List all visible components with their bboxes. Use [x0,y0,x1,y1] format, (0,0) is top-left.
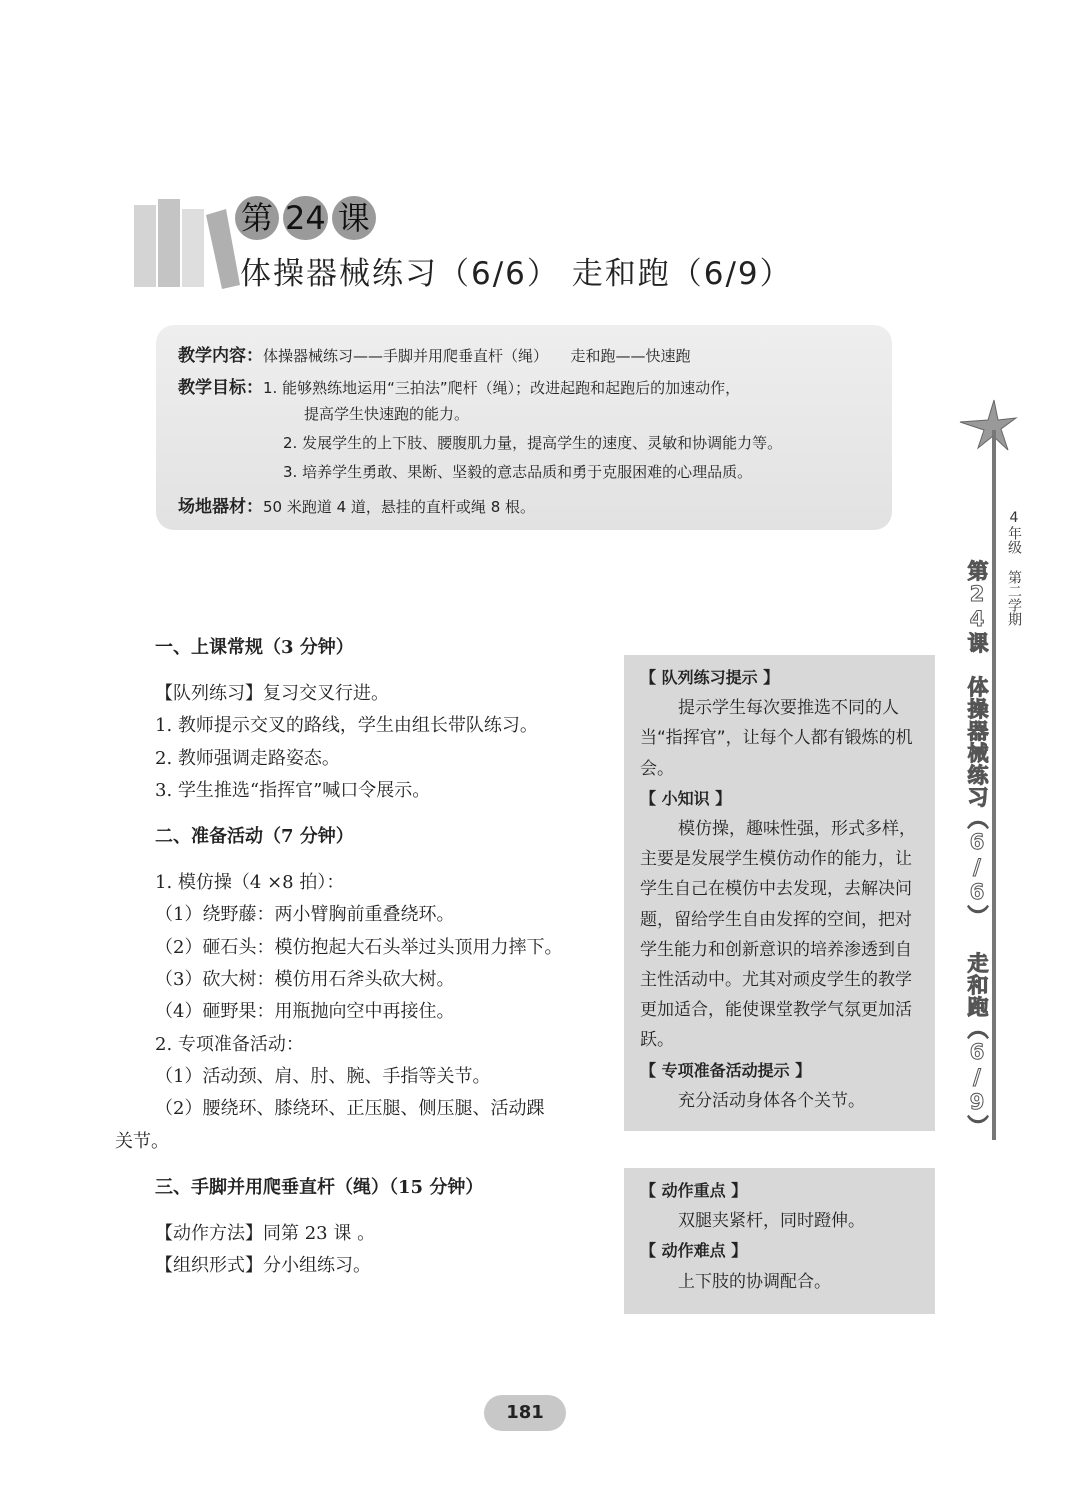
content-text: 体操器械练习——手脚并用爬垂直杆（绳） 走和跑——快速跑 [263,347,691,365]
text-line: 关节。 [115,1130,169,1152]
text-line: （1）绕野藤：两小臂胸前重叠绕环。 [155,904,455,926]
note-heading: 【 小知识 】 [640,788,732,808]
text-line: 2. 教师强调走路姿态。 [155,747,340,769]
text-line: （2）砸石头：模仿抱起大石头举过头顶用力摔下。 [155,936,563,958]
text-line: 【动作方法】同第 23 课 。 [155,1222,376,1244]
text-line: （1）活动颈、肩、肘、腕、手指等关节。 [155,1065,491,1087]
grade-label: 4年级 第二学期 [1006,510,1022,626]
text-line: 2. 专项准备活动： [155,1033,304,1055]
goal-label: 教学目标： [178,378,263,398]
goal-1: 1. 能够熟练地运用“三拍法”爬杆（绳）；改进起跑和起跑后的加速动作， [263,379,741,397]
text-line: 【队列练习】复习交叉行进。 [155,683,389,704]
section-heading: 一、上课常规（3 分钟） [155,637,354,658]
note-heading: 【 队列练习提示 】 [640,668,780,687]
margin-bar [992,430,996,1140]
page-number: 181 [484,1395,566,1431]
main-content [115,632,610,1282]
sidebar-notes-1 [624,655,935,1131]
goal-2: 2. 发展学生的上下肢、腰腹肌力量，提高学生的速度、灵敏和协调能力等。 [283,434,783,452]
text-line: 1. 教师提示交叉的路线，学生由组长带队练习。 [155,715,538,737]
text-line: 【组织形式】分小组练习。 [155,1255,371,1277]
section-heading: 三、手脚并用爬垂直杆（绳）（15 分钟） [155,1176,484,1198]
note-heading: 【 专项准备活动提示 】 [640,1060,812,1080]
note-text: 模仿操，趣味性强，形式多样，主要是发展学生模仿动作的能力，让学生自己在模仿中去发现，去解决问题，留给学生自由发挥的空间，把对学生能力和创新意识的培养渗透到自主性活动中。尤其对顽皮学生的教学更加适合，能使课堂教学气氛更加活跃。 [640,819,916,1051]
note-text: 充分活动身体各个关节。 [678,1090,865,1111]
note-heading: 【 动作难点 】 [640,1241,748,1261]
note-text: 双腿夹紧杆，同时蹬伸。 [678,1211,865,1232]
content-label: 教学内容： [178,346,263,366]
goal-3: 3. 培养学生勇敢、果断、坚毅的意志品质和勇于克服困难的心理品质。 [283,463,753,481]
sidebar-notes-2 [624,1168,935,1314]
books-icon [130,185,240,290]
margin-title: 第24课 体操器械练习（6/6） 走和跑（6/9） [965,560,989,1137]
lesson-title: 体操器械练习（6/6） 走和跑（6/9） [240,256,793,292]
lesson-prefix: 第 [235,196,279,240]
lesson-info-box [156,325,892,530]
lesson-num: 24 [283,196,328,240]
star-icon [958,398,1018,454]
note-text: 提示学生每次要推选不同的人当“指挥官”，让每个人都有锻炼的机会。 [640,698,913,779]
text-line: （2）腰绕环、膝绕环、正压腿、侧压腿、活动踝 [155,1098,545,1120]
text-line: （4）砸野果：用瓶抛向空中再接住。 [155,1001,455,1023]
note-heading: 【 动作重点 】 [640,1181,748,1200]
lesson-number [235,196,376,240]
text-line: 1. 模仿操（4 ×8 拍）： [155,872,345,894]
lesson-suffix: 课 [332,196,376,240]
goal-1-cont: 提高学生快速跑的能力。 [304,405,470,423]
equip-label: 场地器材： [178,497,263,517]
text-line: （3）砍大树：模仿用石斧头砍大树。 [155,969,455,991]
section-heading: 二、准备活动（7 分钟） [155,826,354,848]
equip-text: 50 米跑道 4 道，悬挂的直杆或绳 8 根。 [263,498,536,516]
note-text: 上下肢的协调配合。 [678,1271,831,1292]
text-line: 3. 学生推选“指挥官”喊口令展示。 [155,779,431,801]
